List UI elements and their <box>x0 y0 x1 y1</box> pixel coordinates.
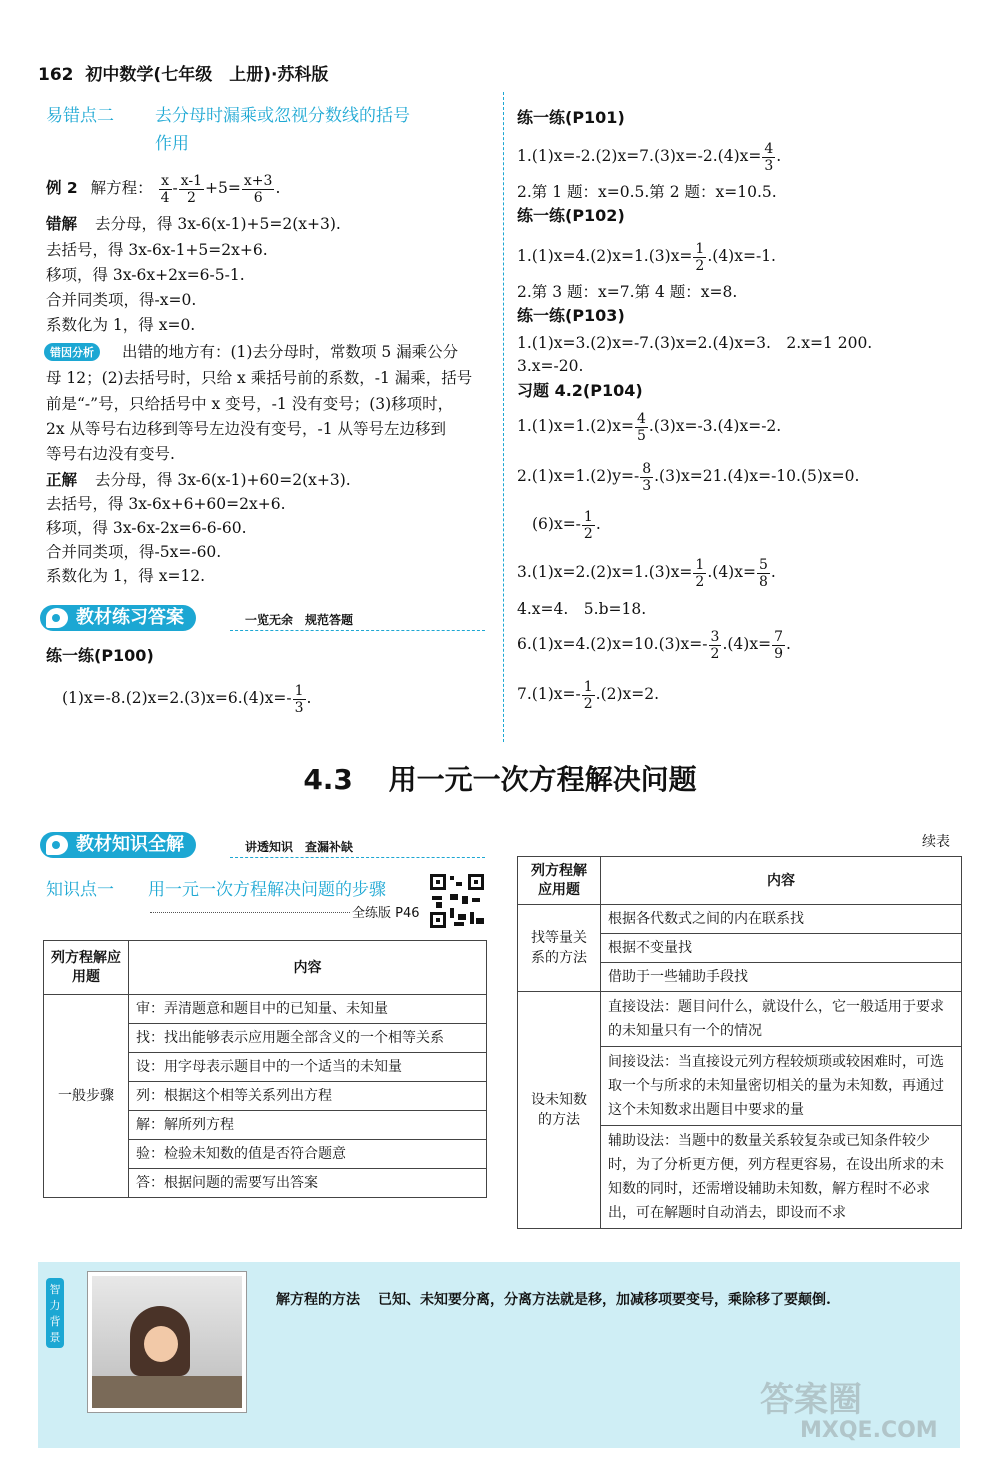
section-number: 4.3 <box>303 763 353 796</box>
divider <box>230 630 485 631</box>
p104-line5: 4.x=4. 5.b=18. <box>517 600 647 618</box>
error-point-desc-cont: 作用 <box>155 134 189 154</box>
correct-line: 合并同类项，得-5x=-60. <box>46 543 222 561</box>
answer-text: 1.(1)x=4.(2)x=1.(3)x= <box>517 247 693 265</box>
table-header: 列方程解应用题 <box>44 941 129 995</box>
page-header <box>38 60 328 85</box>
fraction: $\frac{x-1}{2}$ <box>180 172 203 206</box>
answer-text: .(4)x=-1. <box>707 247 776 265</box>
divider <box>230 857 485 858</box>
table-cell: 辅助设法：当题中的数量关系较复杂或已知条件较少时，为了分析更方便，列方程更容易，在设出所求的未知数的同时，还需增设辅助未知数，解方程时不必求出，可在解题时自动消去，即设而不求 <box>601 1126 962 1229</box>
girl-photo <box>88 1272 246 1412</box>
example-text: 解方程： <box>90 179 153 197</box>
table-cell: 找：找出能够表示应用题全部含义的一个相等关系 <box>129 1024 487 1053</box>
answer-text: (6)x=- <box>532 515 581 533</box>
correct-solution-label: 正解 <box>46 471 78 489</box>
p101-title: 练一练(P101) <box>517 108 625 127</box>
section-heading <box>0 758 1000 798</box>
answer-text: 1.(1)x=-2.(2)x=7.(3)x=-2.(4)x= <box>517 147 762 165</box>
table-cell: 间接设法：当直接设元列方程较烦琐或较困难时，可选取一个与所求的未知量密切相关的量为未知数，再通过这个未知数求出题目中要求的量 <box>601 1047 962 1126</box>
continued-label: 续表 <box>922 834 950 850</box>
example-2: 例 2 解方程： $\frac{x}{4}$ - $\frac{x-1}{2}$ +5= $\frac{x+3}{6}$ . <box>46 172 281 206</box>
row-head: 设未知数的方法 <box>518 992 601 1229</box>
analysis-badge: 错因分析 <box>44 343 100 361</box>
error-point-desc: 去分母时漏乘或忽视分数线的括号 <box>155 106 410 126</box>
kp-title: 用一元一次方程解决问题的步骤 <box>148 880 386 900</box>
table-cell: 验：检验未知数的值是否符合题意 <box>129 1140 487 1169</box>
wrong-solution-label: 错解 <box>46 215 78 233</box>
p102-line2: 2.第 3 题：x=7.第 4 题：x=8. <box>517 283 738 301</box>
fraction: $\frac{3}{2}$ <box>710 628 720 662</box>
fraction: $\frac{1}{2}$ <box>695 240 705 274</box>
answer-text: 6.(1)x=4.(2)x=10.(3)x=- <box>517 635 708 653</box>
fraction: $\frac{5}{8}$ <box>758 556 768 590</box>
wrong-line: 移项，得 3x-6x+2x=6-5-1. <box>46 266 245 284</box>
p102-title: 练一练(P102) <box>517 206 625 225</box>
answer-text: .(4)x= <box>722 635 772 653</box>
answer-text: .(3)x=-3.(4)x=-2. <box>648 417 782 435</box>
correct-line: 去括号，得 3x-6x+6+60=2x+6. <box>46 495 286 513</box>
wrong-line: 合并同类项，得-x=0. <box>46 291 197 309</box>
fraction: $\frac{1}{3}$ <box>294 682 304 716</box>
methods-table <box>517 856 962 1229</box>
table-cell: 借助于一些辅助手段找 <box>601 963 962 992</box>
table-cell: 根据不变量找 <box>601 934 962 963</box>
p104-line2 <box>517 456 859 496</box>
analysis-line: 前是“-”号，只给括号中 x 变号，-1 没有变号；(3)移项时， <box>46 395 454 413</box>
p104-line4: 3.(1)x=2.(2)x=1.(3)x= $\frac{1}{2}$ .(4)x= $\frac{5}{8}$ . <box>517 556 776 590</box>
wrong-line: 系数化为 1，得 x=0. <box>46 316 196 334</box>
knowledge-banner <box>40 832 196 858</box>
p104-line1 <box>517 406 781 446</box>
steps-table <box>43 940 487 1198</box>
correct-line: 系数化为 1，得 x=12. <box>46 567 206 585</box>
p101-line1: 1.(1)x=-2.(2)x=7.(3)x=-2.(4)x= $\frac{4}{3}$ . <box>517 140 782 174</box>
fraction: $\frac{8}{3}$ <box>642 460 652 494</box>
correct-line: 去分母，得 3x-6(x-1)+60=2(x+3). <box>95 471 351 489</box>
wrong-line: 去分母，得 3x-6(x-1)+5=2(x+3). <box>95 215 341 233</box>
page-number: 162 <box>38 65 74 85</box>
answer-text: 2.(1)x=1.(2)y=- <box>517 467 640 485</box>
analysis-line: 母 12；(2)去括号时，只给 x 乘括号前的系数，-1 漏乘，括号 <box>46 369 473 387</box>
banner-subtitle: 一览无余 规范答题 <box>245 613 354 627</box>
p100-answer: (1)x=-8.(2)x=2.(3)x=6.(4)x=- $\frac{1}{3}$ . <box>62 682 312 716</box>
error-point-title: 易错点二 <box>46 106 114 126</box>
table-cell: 直接设法：题目问什么，就设什么，它一般适用于要求的未知量只有一个的情况 <box>601 992 962 1047</box>
p103-line1: 1.(1)x=3.(2)x=-7.(3)x=2.(4)x=3. 2.x=1 200. <box>517 334 873 352</box>
row-head: 找等量关系的方法 <box>518 905 601 992</box>
p104-line3: (6)x=- $\frac{1}{2}$ . <box>532 508 601 542</box>
example-tail: +5= <box>205 179 241 197</box>
p103-line2: 3.x=-20. <box>517 357 584 375</box>
note-title: 解方程的方法 <box>276 1292 360 1308</box>
kp-reference: 全练版 P46 <box>352 906 420 921</box>
speaker-icon <box>46 835 68 855</box>
banner-subtitle: 讲透知识 查漏补缺 <box>245 840 354 854</box>
p104-line6: 6.(1)x=4.(2)x=10.(3)x=- $\frac{3}{2}$ .(4)x= $\frac{7}{9}$ . <box>517 628 791 662</box>
analysis-line: 等号右边没有变号. <box>46 445 175 463</box>
fraction: $\frac{7}{9}$ <box>774 628 783 662</box>
fraction: $\frac{1}{2}$ <box>583 508 593 542</box>
fraction: $\frac{1}{2}$ <box>583 678 593 712</box>
correct-line: 移项，得 3x-6x-2x=6-6-60. <box>46 519 247 537</box>
fraction: $\frac{x+3}{6}$ <box>243 172 273 206</box>
answer-text: (1)x=-8.(2)x=2.(3)x=6.(4)x=- <box>62 689 292 707</box>
row-head: 一般步骤 <box>44 995 129 1198</box>
analysis-line: 出错的地方有：(1)去分母时，常数项 5 漏乘公分 <box>122 343 459 361</box>
p102-line1 <box>517 236 776 276</box>
table-cell: 解：解所列方程 <box>129 1111 487 1140</box>
watermark-logo: 答案圈 <box>760 1380 862 1420</box>
fraction: $\frac{4}{3}$ <box>764 140 774 174</box>
qr-code-icon[interactable] <box>428 872 486 930</box>
table-cell: 根据各代数式之间的内在联系找 <box>601 905 962 934</box>
banner-title: 教材知识全解 <box>76 834 184 855</box>
fraction: $\frac{1}{2}$ <box>695 556 705 590</box>
note-tag: 智力背景 <box>46 1278 64 1348</box>
fraction: $\frac{4}{5}$ <box>636 410 646 444</box>
answer-text: .(3)x=21.(4)x=-10.(5)x=0. <box>654 467 860 485</box>
note-text: 已知、未知要分离，分离方法就是移，加减移项要变号，乘除移了要颠倒. <box>378 1292 831 1308</box>
p101-line2: 2.第 1 题：x=0.5.第 2 题：x=10.5. <box>517 183 777 201</box>
table-cell: 答：根据问题的需要写出答案 <box>129 1169 487 1198</box>
answer-text: .(2)x=2. <box>595 685 660 703</box>
speaker-icon <box>46 608 68 628</box>
p104-line7 <box>517 674 659 714</box>
answer-text: 3.(1)x=2.(2)x=1.(3)x= <box>517 563 693 581</box>
table-header: 列方程解应用题 <box>518 857 601 905</box>
table-header: 内容 <box>601 857 962 905</box>
section-title: 用一元一次方程解决问题 <box>388 763 697 796</box>
p100-title: 练一练(P100) <box>46 646 154 665</box>
example-label: 例 2 <box>46 179 78 197</box>
book-title: 初中数学(七年级 上册)·苏科版 <box>85 65 329 85</box>
table-cell: 列：根据这个相等关系列出方程 <box>129 1082 487 1111</box>
watermark-url: MXQE.COM <box>800 1418 938 1443</box>
answer-text: .(4)x= <box>707 563 756 581</box>
answer-text: 1.(1)x=1.(2)x= <box>517 417 634 435</box>
answer-text: 7.(1)x=- <box>517 685 581 703</box>
textbook-answers-banner <box>40 605 196 631</box>
banner-title: 教材练习答案 <box>76 607 184 628</box>
table-cell: 设：用字母表示题目中的一个适当的未知量 <box>129 1053 487 1082</box>
table-cell: 审：弄清题意和题目中的已知量、未知量 <box>129 995 487 1024</box>
wrong-line: 去括号，得 3x-6x-1+5=2x+6. <box>46 241 268 259</box>
column-divider <box>503 92 504 742</box>
table-header: 内容 <box>129 941 487 995</box>
p103-title: 练一练(P103) <box>517 306 625 325</box>
divider <box>150 912 350 913</box>
p104-title: 习题 4.2(P104) <box>517 381 643 400</box>
fraction: $\frac{x}{4}$ <box>160 172 170 206</box>
analysis-line: 2x 从等号右边移到等号左边没有变号，-1 从等号左边移到 <box>46 420 447 438</box>
kp-label: 知识点一 <box>46 880 114 900</box>
